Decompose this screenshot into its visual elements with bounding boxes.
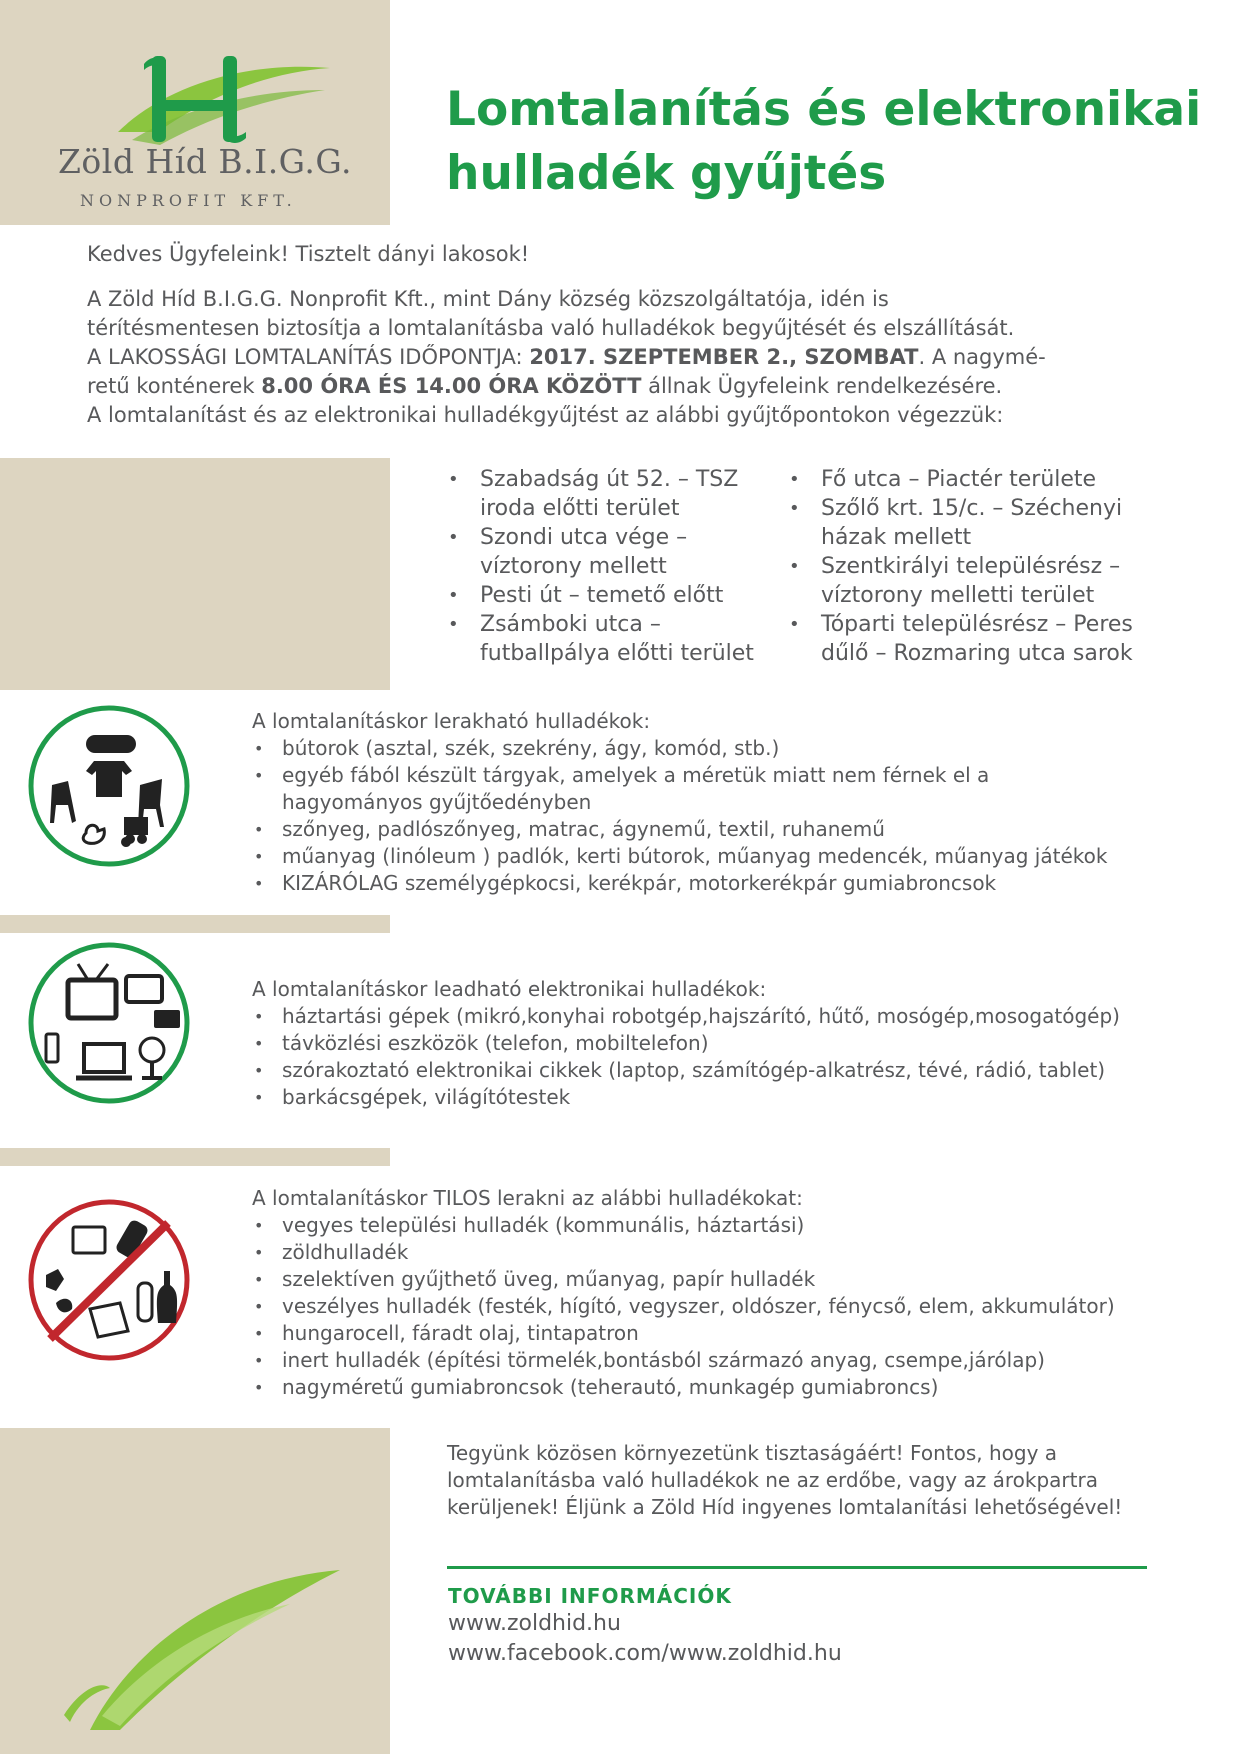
list-item: • szőnyeg, padlószőnyeg, matrac, ágynemű, textil, ruhanemű xyxy=(252,816,1182,843)
list-item: • zöldhulladék xyxy=(252,1239,1182,1266)
collection-point: • Pesti út – temető előtt xyxy=(446,581,771,610)
closing-message: Tegyünk közösen környezetünk tisztaságáért! Fontos, hogy a lomtalanításba való hulladékok ne az erdőbe, vagy az árokpartra kerüljenek! Éljünk a Zöld Híd ingyenes lomtalanítási lehetőségével! xyxy=(447,1441,1123,1519)
website-link[interactable]: www.zoldhid.hu xyxy=(448,1611,621,1636)
intro-text: állnak Ügyfeleink rendelkezésére. xyxy=(641,374,1003,398)
intro-line: A Zöld Híd B.I.G.G. Nonprofit Kft., mint Dány község közszolgáltatója, idén is xyxy=(87,287,889,311)
logo-subtitle: NONPROFIT KFT. xyxy=(80,191,297,210)
leaf-h-logo-icon xyxy=(40,50,370,150)
collection-point: • Szentkirályi településrész – víztorony melletti terület xyxy=(787,552,1177,610)
allowed-waste-list xyxy=(252,735,1182,897)
intro-paragraph xyxy=(87,285,1167,430)
intro-line xyxy=(87,372,1167,401)
event-date: 2017. SZEPTEMBER 2., SZOMBAT xyxy=(529,345,919,369)
info-heading: TOVÁBBI INFORMÁCIÓK xyxy=(448,1584,732,1608)
list-item: • bútorok (asztal, szék, szekrény, ágy, komód, stb.) xyxy=(252,735,1182,762)
furniture-icon xyxy=(28,705,190,867)
intro-line xyxy=(87,343,1167,372)
list-item: • veszélyes hulladék (festék, hígító, vegyszer, oldószer, fénycső, elem, akkumulátor) xyxy=(252,1293,1182,1320)
allowed-waste-section xyxy=(252,708,1182,897)
intro-line: A lomtalanítást és az elektronikai hulladékgyűjtést az alábbi gyűjtőpontokon végezzük: xyxy=(87,403,1004,427)
section-heading: A lomtalanításkor TILOS lerakni az alábbi hulladékokat: xyxy=(252,1186,803,1210)
electronic-waste-section xyxy=(252,976,1182,1111)
electronics-icon xyxy=(28,942,190,1104)
company-logo xyxy=(40,50,370,220)
prohibited-waste-section xyxy=(252,1185,1182,1401)
collection-point: • Tóparti településrész – Peres dűlő – Rozmaring utca sarok xyxy=(787,610,1177,668)
page-title: Lomtalanítás és elektronikai hulladék gyűjtés xyxy=(446,82,1202,201)
divider-band-1 xyxy=(0,915,390,933)
intro-text: retű konténerek xyxy=(87,374,262,398)
collection-points-col2 xyxy=(787,465,1177,668)
intro-line: térítésmentesen biztosítja a lomtalanításba való hulladékok begyűjtését és elszállítását. xyxy=(87,316,1015,340)
collection-points-col1 xyxy=(446,465,771,668)
list-item: • hungarocell, fáradt olaj, tintapatron xyxy=(252,1320,1182,1347)
event-time: 8.00 ÓRA ÉS 14.00 ÓRA KÖZÖTT xyxy=(261,374,642,398)
list-item: • műanyag (linóleum ) padlók, kerti bútorok, műanyag medencék, műanyag játékok xyxy=(252,843,1182,870)
divider-line xyxy=(447,1566,1147,1569)
list-item: • nagyméretű gumiabroncsok (teherautó, munkagép gumiabroncs) xyxy=(252,1374,1182,1401)
electronic-waste-list xyxy=(252,1003,1182,1111)
section-heading: A lomtalanításkor leadható elektronikai hulladékok: xyxy=(252,977,767,1001)
logo-name: Zöld Híd B.I.G.G. xyxy=(58,142,353,181)
section-heading: A lomtalanításkor lerakható hulladékok: xyxy=(252,709,651,733)
collection-point: • Zsámboki utca – futballpálya előtti terület xyxy=(446,610,771,668)
greeting: Kedves Ügyfeleink! Tisztelt dányi lakosok! xyxy=(87,242,530,266)
list-item: • barkácsgépek, világítótestek xyxy=(252,1084,1182,1111)
prohibited-icon xyxy=(28,1199,190,1361)
intro-text: . A nagymé- xyxy=(918,345,1046,369)
list-item: • háztartási gépek (mikró,konyhai robotgép,hajszárító, hűtő, mosógép,mosogatógép) xyxy=(252,1003,1182,1030)
list-item: • KIZÁRÓLAG személygépkocsi, kerékpár, motorkerékpár gumiabroncsok xyxy=(252,870,1182,897)
divider-band-2 xyxy=(0,1148,390,1166)
list-item: • szórakoztató elektronikai cikkek (laptop, számítógép-alkatrész, tévé, rádió, tablet) xyxy=(252,1057,1182,1084)
collection-point: • Fő utca – Piactér területe xyxy=(787,465,1177,494)
prohibited-waste-list xyxy=(252,1212,1182,1401)
intro-text: A LAKOSSÁGI LOMTALANÍTÁS IDŐPONTJA: xyxy=(87,345,530,369)
points-band xyxy=(0,458,390,690)
list-item: • egyéb fából készült tárgyak, amelyek a méretük miatt nem férnek el a hagyományos gyűjtőedényben xyxy=(252,762,1042,816)
list-item: • távközlési eszközök (telefon, mobiltelefon) xyxy=(252,1030,1182,1057)
collection-point: • Szőlő krt. 15/c. – Széchenyi házak mellett xyxy=(787,494,1177,552)
list-item: • szelektíven gyűjthető üveg, műanyag, papír hulladék xyxy=(252,1266,1182,1293)
collection-point: • Szabadság út 52. – TSZ iroda előtti terület xyxy=(446,465,771,523)
list-item: • vegyes települési hulladék (kommunális, háztartási) xyxy=(252,1212,1182,1239)
list-item: • inert hulladék (építési törmelék,bontásból származó anyag, csempe,járólap) xyxy=(252,1347,1182,1374)
leaf-decoration-icon xyxy=(50,1540,380,1740)
facebook-link[interactable]: www.facebook.com/www.zoldhid.hu xyxy=(448,1641,842,1666)
collection-point: • Szondi utca vége – víztorony mellett xyxy=(446,523,771,581)
